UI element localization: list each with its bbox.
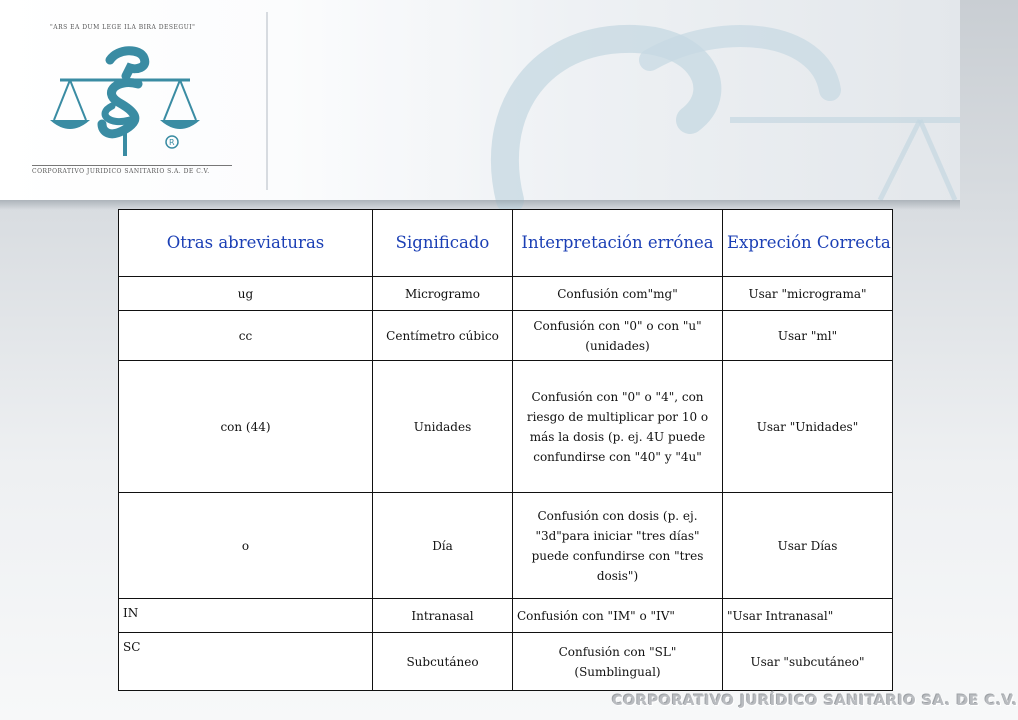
cell-correct-expression: Usar "subcutáneo": [723, 633, 893, 691]
logo-caption: CORPORATIVO JURIDICO SANITARIO S.A. DE C.V.: [32, 165, 232, 175]
header-wrong-interpretation: Interpretación errónea: [513, 210, 723, 277]
logo-motto: "ARS EA DUM LEGE ILA BIRA DESEGUI": [50, 24, 196, 31]
cell-correct-expression: Usar "ml": [723, 311, 893, 361]
cell-meaning: Centímetro cúbico: [373, 311, 513, 361]
cell-correct-expression: "Usar Intranasal": [723, 599, 893, 633]
cell-abbreviation: IN: [119, 599, 373, 633]
table-row: [119, 633, 893, 691]
cell-meaning: Unidades: [373, 361, 513, 493]
cell-wrong-interpretation: Confusión com"mg": [513, 277, 723, 311]
cell-abbreviation: con (44): [119, 361, 373, 493]
table-row: [119, 277, 893, 311]
cell-abbreviation: o: [119, 493, 373, 599]
cell-wrong-interpretation: Confusión con "IM" o "IV": [513, 599, 723, 633]
table-row: [119, 599, 893, 633]
watermark-logo-icon: [400, 0, 960, 200]
cell-meaning: Microgramo: [373, 277, 513, 311]
cell-meaning: Día: [373, 493, 513, 599]
cell-wrong-interpretation: Confusión con "0" o con "u" (unidades): [513, 311, 723, 361]
svg-text:R: R: [169, 138, 175, 147]
header-banner: [0, 0, 960, 200]
cell-meaning: Intranasal: [373, 599, 513, 633]
cell-wrong-interpretation: Confusión con "SL" (Sumblingual): [513, 633, 723, 691]
cell-correct-expression: Usar "micrograma": [723, 277, 893, 311]
cell-abbreviation: cc: [119, 311, 373, 361]
cell-abbreviation: ug: [119, 277, 373, 311]
abbreviations-table: [118, 209, 893, 691]
header-other-abbreviations: Otras abreviaturas: [119, 210, 373, 277]
cell-meaning: Subcutáneo: [373, 633, 513, 691]
table-row: [119, 311, 893, 361]
table-row: [119, 361, 893, 493]
cell-correct-expression: Usar "Unidades": [723, 361, 893, 493]
header-meaning: Significado: [373, 210, 513, 277]
cell-wrong-interpretation: Confusión con "0" o "4", con riesgo de multiplicar por 10 o más la dosis (p. ej. 4U puede confundirse con "40" y "4u": [513, 361, 723, 493]
table-row: [119, 493, 893, 599]
cell-abbreviation: SC: [119, 633, 373, 691]
footer-brand: CORPORATIVO JURÍDICO SANITARIO SA. DE C.V.: [612, 693, 1018, 709]
banner-divider: [266, 12, 268, 190]
cell-correct-expression: Usar Días: [723, 493, 893, 599]
table-header-row: [119, 210, 893, 277]
cell-wrong-interpretation: Confusión con dosis (p. ej. "3d"para iniciar "tres días" puede confundirse con "tres dosis"): [513, 493, 723, 599]
header-correct-expression: Expreción Correcta: [723, 210, 893, 277]
scales-of-justice-logo-icon: [40, 40, 210, 160]
